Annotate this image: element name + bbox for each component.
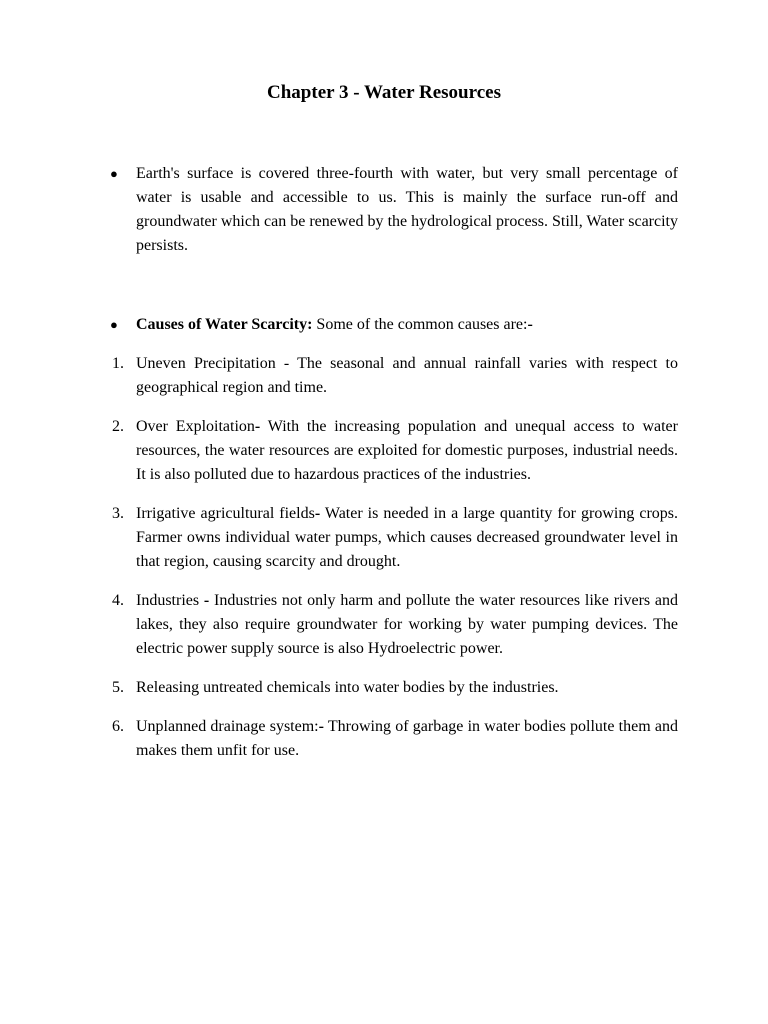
bullet-icon: ● (110, 166, 118, 181)
list-item (112, 502, 678, 574)
list-item-body: Industries not only harm and pollute the water resources like rivers and lakes, they also require groundwater for working by water pumping devices. The electric power supply source is also Hydroelectric power. (136, 592, 679, 657)
list-item-text: Uneven Precipitation - The seasonal and annual rainfall varies with respect to geographical region and time. (136, 355, 678, 396)
section-trailing-dash: - (527, 316, 533, 333)
page-title: Chapter 3 - Water Resources (267, 82, 501, 103)
bullet-text: Earth's surface is covered three-fourth with water, but very small percentage of water is usable and accessible to us. This is mainly the surface run-off and groundwater which can be renewed by the hydrological process. Still, Water scarcity persists. (136, 165, 678, 254)
list-item-lead: Industries (136, 592, 204, 609)
section-intro-text: Some of the common causes are: (312, 316, 528, 333)
list-item-lead: Irrigative agricultural fields (136, 505, 315, 522)
bullet-item-causes (110, 313, 678, 337)
list-item-body: Throwing of garbage in water bodies pollute them and makes them unfit for use. (136, 718, 679, 759)
list-item-text (136, 715, 678, 763)
list-item-text: Releasing untreated chemicals into water bodies by the industries. (136, 679, 559, 696)
list-number: 5. (112, 679, 124, 696)
list-item-text (136, 589, 678, 661)
causes-list (112, 352, 678, 778)
section-heading: Causes of Water Scarcity: (136, 316, 313, 333)
list-item-dash: - (318, 718, 324, 735)
list-item-lead: Unplanned drainage system: (136, 718, 319, 735)
list-item (112, 352, 678, 400)
bullet-text (136, 313, 678, 337)
list-item-text (136, 502, 678, 574)
list-item (112, 715, 678, 763)
bullet-item-intro (110, 162, 678, 258)
list-item-lead: Over Exploitation (136, 418, 255, 435)
list-number: 4. (112, 592, 124, 609)
list-item (112, 415, 678, 487)
list-number: 2. (112, 418, 124, 435)
bullet-icon: ● (110, 317, 118, 332)
list-number: 1. (112, 355, 124, 372)
list-item (112, 676, 678, 700)
list-item-body: With the increasing population and unequal access to water resources, the water resources are exploited for domestic purposes, industrial needs. It is also polluted due to hazardous practices of the industries. (136, 418, 678, 483)
list-item-dash: - (254, 418, 261, 435)
list-item-dash: - (314, 505, 321, 522)
list-item-dash: - (203, 592, 210, 609)
list-number: 6. (112, 718, 124, 735)
list-item (112, 589, 678, 661)
list-item-text (136, 415, 678, 487)
list-item-body: Water is needed in a large quantity for growing crops. Farmer owns individual water pumps, which causes decreased groundwater level in that region, causing scarcity and drought. (136, 505, 679, 570)
list-number: 3. (112, 505, 124, 522)
